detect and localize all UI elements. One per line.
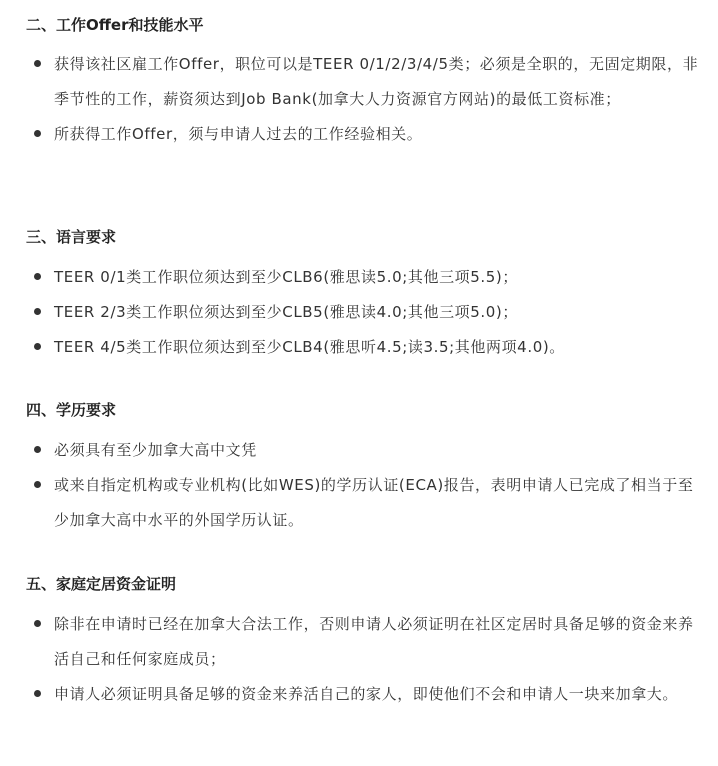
list-item-text: TEER 2/3类工作职位须达到至少CLB5(雅思读4.0;其他三项5.0)； (54, 303, 518, 321)
section-heading: 四、学历要求 (26, 401, 117, 419)
bullet-list (26, 260, 700, 365)
section-heading: 三、语言要求 (26, 228, 117, 246)
bullet-icon (34, 690, 41, 697)
list-item-text: 必须具有至少加拿大高中文凭 (54, 441, 257, 459)
list-item-text: 所获得工作Offer，须与申请人过去的工作经验相关。 (54, 125, 423, 143)
list-item-text: 获得该社区雇工作Offer，职位可以是TEER 0/1/2/3/4/5类；必须是全职的，无固定期限，非季节性的工作，薪资须达到Job Bank(加拿大人力资源官方网站)的最低工资标准； (54, 55, 699, 108)
bullet-list (26, 47, 700, 152)
list-item (26, 607, 700, 677)
section-language (26, 226, 700, 365)
bullet-icon (34, 130, 41, 137)
list-item (26, 677, 700, 712)
list-item-text: 除非在申请时已经在加拿大合法工作，否则申请人必须证明在社区定居时具备足够的资金来养活自己和任何家庭成员； (54, 615, 694, 668)
bullet-icon (34, 308, 41, 315)
list-item (26, 47, 700, 117)
bullet-icon (34, 60, 41, 67)
list-item-text: TEER 4/5类工作职位须达到至少CLB4(雅思听4.5;读3.5;其他两项4.0)。 (54, 338, 565, 356)
list-item (26, 468, 700, 538)
bullet-icon (34, 446, 41, 453)
list-item-text: TEER 0/1类工作职位须达到至少CLB6(雅思读5.0;其他三项5.5)； (54, 268, 518, 286)
list-item (26, 330, 700, 365)
list-item-text: 或来自指定机构或专业机构(比如WES)的学历认证(ECA)报告，表明申请人已完成了相当于至少加拿大高中水平的外国学历认证。 (54, 476, 694, 529)
bullet-icon (34, 620, 41, 627)
section-heading: 二、工作Offer和技能水平 (26, 16, 204, 34)
section-education (26, 399, 700, 538)
list-item (26, 117, 700, 152)
bullet-icon (34, 481, 41, 488)
list-item (26, 260, 700, 295)
list-item-text: 申请人必须证明具备足够的资金来养活自己的家人，即使他们不会和申请人一块来加拿大。 (54, 685, 679, 703)
bullet-list (26, 607, 700, 712)
bullet-list (26, 433, 700, 538)
bullet-icon (34, 343, 41, 350)
section-job-offer (26, 14, 700, 152)
list-item (26, 433, 700, 468)
section-heading: 五、家庭定居资金证明 (26, 575, 177, 593)
bullet-icon (34, 273, 41, 280)
list-item (26, 295, 700, 330)
section-settlement-funds (26, 573, 700, 712)
